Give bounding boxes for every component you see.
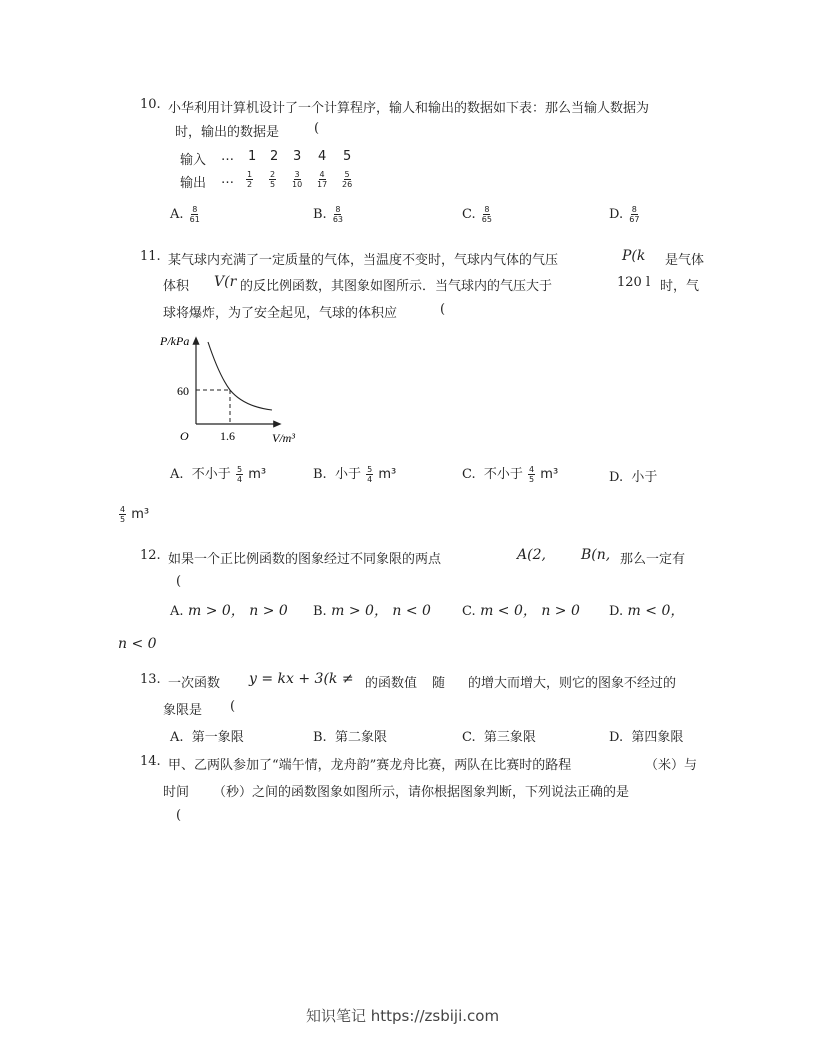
q12-option-b[interactable]: B. m > 0， n < 0 bbox=[313, 603, 431, 619]
q14-paren: ( bbox=[176, 808, 182, 823]
q11-graph bbox=[150, 330, 320, 448]
q12-option-d[interactable]: D. m < 0， bbox=[609, 603, 685, 619]
q12-option-c[interactable]: C. m < 0， n > 0 bbox=[462, 603, 580, 619]
q10-option-d[interactable]: D. $\frac{8}{67}$ bbox=[609, 205, 640, 224]
q10-table-input-dots: … bbox=[221, 149, 234, 164]
q12-paren: ( bbox=[176, 574, 182, 589]
q11-line2-c: 的反比例函数，其图象如图所示．当气球内的气压大于 bbox=[240, 279, 553, 294]
q13-line1-d: 随 bbox=[432, 676, 446, 691]
q11-option-d-value: $\frac{4}{5}$ m³ bbox=[120, 505, 150, 524]
q10-input-4: 4 bbox=[318, 149, 327, 164]
q12-line1-d: 那么一定有 bbox=[620, 552, 686, 567]
q11-line1-b: P(k bbox=[622, 248, 646, 264]
graph-ylabel: P/kPa bbox=[160, 334, 190, 348]
graph-point-x: 1.6 bbox=[220, 429, 235, 443]
q10-output-3: $\frac{3}{10}$ bbox=[292, 170, 303, 189]
q12-number: 12. bbox=[140, 548, 161, 563]
q10-table-input-label: 输入 bbox=[180, 153, 207, 168]
q10-input-3: 3 bbox=[293, 149, 302, 164]
q14-line1-b: （米）与 bbox=[645, 758, 698, 773]
q11-line2-e: 时，气 bbox=[660, 279, 700, 294]
q11-line1-a: 某气球内充满了一定质量的气体，当温度不变时，气球内气体的气压 bbox=[168, 253, 559, 268]
q13-number: 13. bbox=[140, 672, 161, 687]
q10-option-a[interactable]: A. $\frac{8}{61}$ bbox=[170, 205, 200, 224]
q10-input-2: 2 bbox=[270, 149, 279, 164]
q10-table-output-label: 输出 bbox=[180, 176, 207, 191]
q12-option-a[interactable]: A. m > 0， n > 0 bbox=[170, 603, 288, 619]
q10-output-2: $\frac{2}{5}$ bbox=[270, 170, 276, 189]
q12-option-d-cont: n < 0 bbox=[118, 636, 157, 652]
q11-paren: ( bbox=[440, 302, 446, 317]
footer-watermark: 知识笔记 https://zsbiji.com bbox=[306, 1007, 500, 1025]
q12-point-b: B(n, bbox=[581, 547, 611, 563]
q10-option-c[interactable]: C. $\frac{8}{65}$ bbox=[462, 205, 492, 224]
graph-origin: O bbox=[180, 429, 189, 443]
graph-point-y: 60 bbox=[177, 384, 189, 398]
q10-line1: 小华利用计算机设计了一个计算程序，输人和输出的数据如下表：那么当输人数据为 bbox=[168, 101, 650, 116]
q13-option-a[interactable]: A. 第一象限 bbox=[170, 730, 244, 745]
q11-option-a[interactable]: A. 不小于 $\frac{5}{4}$ m³ bbox=[170, 465, 267, 484]
q11-option-d[interactable]: D. 小于 bbox=[609, 470, 658, 485]
q10-paren: ( bbox=[314, 121, 320, 136]
hyperbola-curve bbox=[208, 342, 272, 410]
q13-option-c[interactable]: C. 第三象限 bbox=[462, 730, 536, 745]
q11-option-c[interactable]: C. 不小于 $\frac{4}{5}$ m³ bbox=[462, 465, 559, 484]
q10-number: 10. bbox=[140, 97, 161, 112]
q11-line3: 球将爆炸，为了安全起见，气球的体积应 bbox=[163, 306, 398, 321]
q13-line1-a: 一次函数 bbox=[168, 676, 221, 691]
q10-output-5: $\frac{5}{26}$ bbox=[342, 170, 353, 189]
q10-output-4: $\frac{4}{17}$ bbox=[317, 170, 328, 189]
q13-line2: 象限是 bbox=[163, 703, 203, 718]
q14-line1-a: 甲、乙两队参加了“端午情，龙舟韵”赛龙舟比赛，两队在比赛时的路程 bbox=[168, 758, 572, 773]
q10-table-output-dots: … bbox=[221, 172, 234, 187]
q11-number: 11. bbox=[140, 249, 161, 264]
q11-line2-a: 体积 bbox=[163, 279, 190, 294]
q11-line1-c: 是气体 bbox=[665, 253, 705, 268]
q13-paren: ( bbox=[230, 699, 236, 714]
q13-option-d[interactable]: D. 第四象限 bbox=[609, 730, 684, 745]
q11-line2-b: V(r bbox=[214, 274, 237, 290]
q13-line1-c: 的函数值 bbox=[365, 676, 418, 691]
q14-line2-a: 时间 bbox=[163, 785, 190, 800]
q10-option-b[interactable]: B. $\frac{8}{63}$ bbox=[313, 205, 344, 224]
q12-line1-a: 如果一个正比例函数的图象经过不同象限的两点 bbox=[168, 552, 442, 567]
q14-number: 14. bbox=[140, 754, 161, 769]
q13-option-b[interactable]: B. 第二象限 bbox=[313, 730, 387, 745]
q11-line2-d: 120 l bbox=[617, 275, 651, 290]
graph-xlabel: V/m³ bbox=[272, 431, 295, 445]
q10-line2: 时，输出的数据是 bbox=[175, 125, 280, 140]
q12-point-a: A(2, bbox=[517, 547, 546, 563]
q10-input-1: 1 bbox=[248, 149, 257, 164]
q10-input-5: 5 bbox=[343, 149, 352, 164]
q14-line2-b: （秒）之间的函数图象如图所示，请你根据图象判断，下列说法正确的是 bbox=[213, 785, 630, 800]
q13-function: y = kx + 3(k ≠ bbox=[249, 671, 354, 687]
q10-output-1: $\frac{1}{2}$ bbox=[247, 170, 253, 189]
q13-line1-e: 的增大而增大，则它的图象不经过的 bbox=[468, 676, 677, 691]
q11-option-b[interactable]: B. 小于 $\frac{5}{4}$ m³ bbox=[313, 465, 397, 484]
